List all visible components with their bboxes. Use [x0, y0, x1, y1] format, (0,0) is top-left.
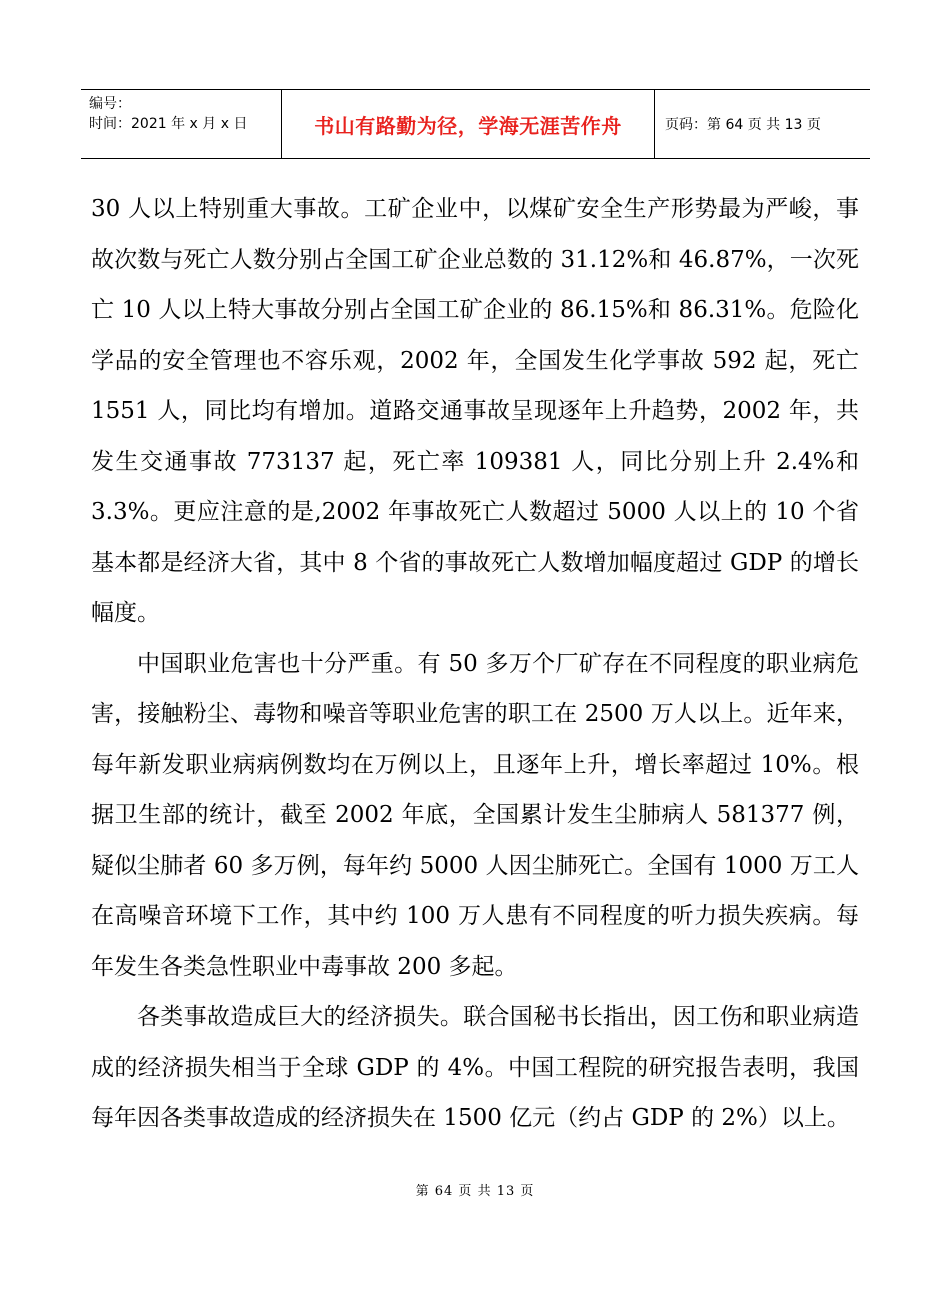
- header-page-cell: [655, 90, 870, 158]
- body-paragraph: 各类事故造成巨大的经济损失。联合国秘书长指出，因工伤和职业病造成的经济损失相当于全球 GDP 的 4%。中国工程院的研究报告表明，我国每年因各类事故造成的经济损失在 1500 亿元（约占 GDP 的 2%）以上。: [91, 1004, 859, 1131]
- body-paragraph: 中国职业危害也十分严重。有 50 多万个厂矿存在不同程度的职业病危害，接触粉尘、毒物和噪音等职业危害的职工在 2500 万人以上。近年来，每年新发职业病病例数均在万例以上，且逐年上升，增长率超过 10%。根据卫生部的统计，截至 2002 年底，全国累计发生尘肺病人 581377 例，疑似尘肺者 60 多万例，每年约 5000 人因尘肺死亡。全国有 1000 万工人在高噪音环境下工作，其中约 100 万人患有不同程度的听力损失疾病。每年发生各类急性职业中毒事故 200 多起。: [91, 650, 859, 980]
- header-meta: [81, 90, 281, 158]
- body-paragraph: 30 人以上特别重大事故。工矿企业中，以煤矿安全生产形势最为严峻，事故次数与死亡人数分别占全国工矿企业总数的 31.12%和 46.87%，一次死亡 10 人以上特大事故分别占全国工矿企业的 86.15%和 86.31%。危险化学品的安全管理也不容乐观，2002 年，全国发生化学事故 592 起，死亡 1551 人，同比均有增加。道路交通事故呈现逐年上升趋势，2002 年，共发生交通事故 773137 起，死亡率 109381 人，同比分别上升 2.4%和 3.3%。更应注意的是,2002 年事故死亡人数超过 5000 人以上的 10 个省基本都是经济大省，其中 8 个省的事故死亡人数增加幅度超过 GDP 的增长幅度。: [91, 196, 859, 626]
- page-header: [81, 89, 870, 159]
- document-number-label: 编号：: [89, 96, 131, 112]
- header-motto: 书山有路勤为径，学海无涯苦作舟: [314, 113, 622, 138]
- header-page-label: 页码：第 64 页 共 13 页: [665, 117, 821, 133]
- document-time-label: 时间：2021 年 x 月 x 日: [89, 116, 248, 132]
- header-motto-cell: [281, 90, 655, 158]
- page-footer: 第 64 页 共 13 页: [415, 1184, 535, 1199]
- document-body: [91, 184, 859, 1144]
